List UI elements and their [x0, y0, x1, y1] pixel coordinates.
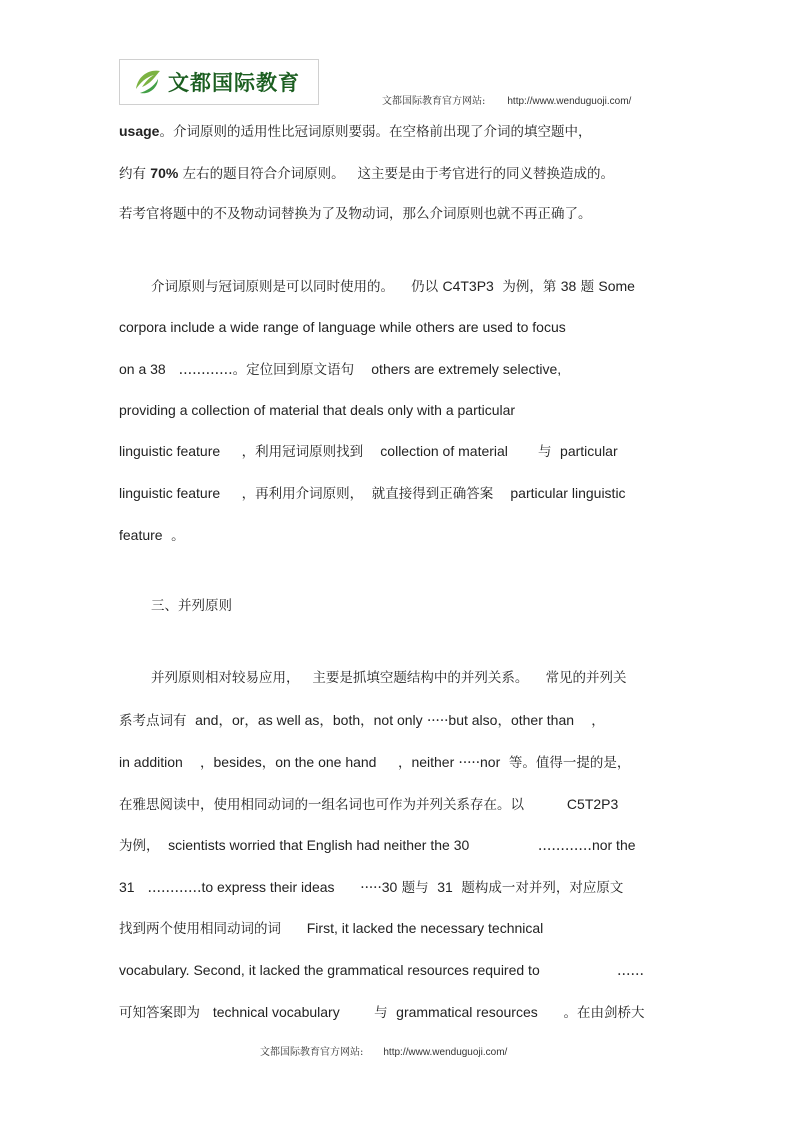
- text-line: linguistic feature ，利用冠词原则找到 collection of material 与 particular: [119, 443, 618, 460]
- text-line: 并列原则相对较易应用， 主要是抓填空题结构中的并列关系。 常见的并列关: [151, 670, 627, 686]
- text-line: 在雅思阅读中，使用相同动词的一组名词也可作为并列关系存在。以 C5T2P3: [119, 796, 619, 813]
- footer-site-url[interactable]: http://www.wenduguoji.com/: [383, 1047, 508, 1058]
- section-heading: 三、并列原则: [151, 598, 232, 614]
- text-line: 为例， scientists worried that English had neither the 30 …………nor the: [119, 837, 636, 854]
- text-line: on a 38 …………。定位回到原文语句 others are extremely selective,: [119, 361, 562, 378]
- text-line: 约有 70% 左右的题目符合介词原则。 这主要是由于考官进行的同义替换造成的。: [119, 165, 614, 182]
- text-line: 找到两个使用相同动词的词 First, it lacked the necessary technical: [119, 920, 544, 937]
- header-site-info: [382, 92, 631, 107]
- text-line: providing a collection of material that deals only with a particular: [119, 402, 516, 418]
- text-line: in addition ，besides，on the one hand ，neither ·····nor 等。值得一提的是，: [119, 754, 631, 771]
- logo-text: 文都国际教育: [168, 71, 300, 95]
- text-line: feature 。: [119, 527, 185, 544]
- text-line: linguistic feature ，再利用介词原则， 就直接得到正确答案 particular linguistic: [119, 485, 626, 502]
- footer-site-info: [260, 1043, 507, 1058]
- text-line: usage。介词原则的适用性比冠词原则要弱。在空格前出现了介词的填空题中，: [119, 123, 592, 140]
- text-line: 31 …………to express their ideas ·····30 题与 31 题构成一对并列，对应原文: [119, 879, 624, 896]
- text-line: 可知答案即为 technical vocabulary 与 grammatical resources 。在由剑桥大: [119, 1004, 645, 1021]
- text-line: 系考点词有 and，or，as well as，both，not only ·····but also，other than ，: [119, 712, 605, 729]
- header-site-label: 文都国际教育官方网站:: [382, 96, 486, 107]
- text-line: vocabulary. Second, it lacked the grammatical resources required to ……: [119, 962, 644, 979]
- header-site-url[interactable]: http://www.wenduguoji.com/: [507, 96, 632, 107]
- text-line: 介词原则与冠词原则是可以同时使用的。 仍以 C4T3P3 为例，第 38 题 Some: [151, 278, 635, 295]
- text-line: corpora include a wide range of language while others are used to focus: [119, 319, 566, 335]
- wendu-logo: [119, 59, 319, 105]
- footer-site-label: 文都国际教育官方网站:: [260, 1047, 364, 1058]
- leaf-logo-icon: [130, 65, 164, 99]
- text-line: 若考官将题中的不及物动词替换为了及物动词，那么介词原则也就不再正确了。: [119, 206, 592, 222]
